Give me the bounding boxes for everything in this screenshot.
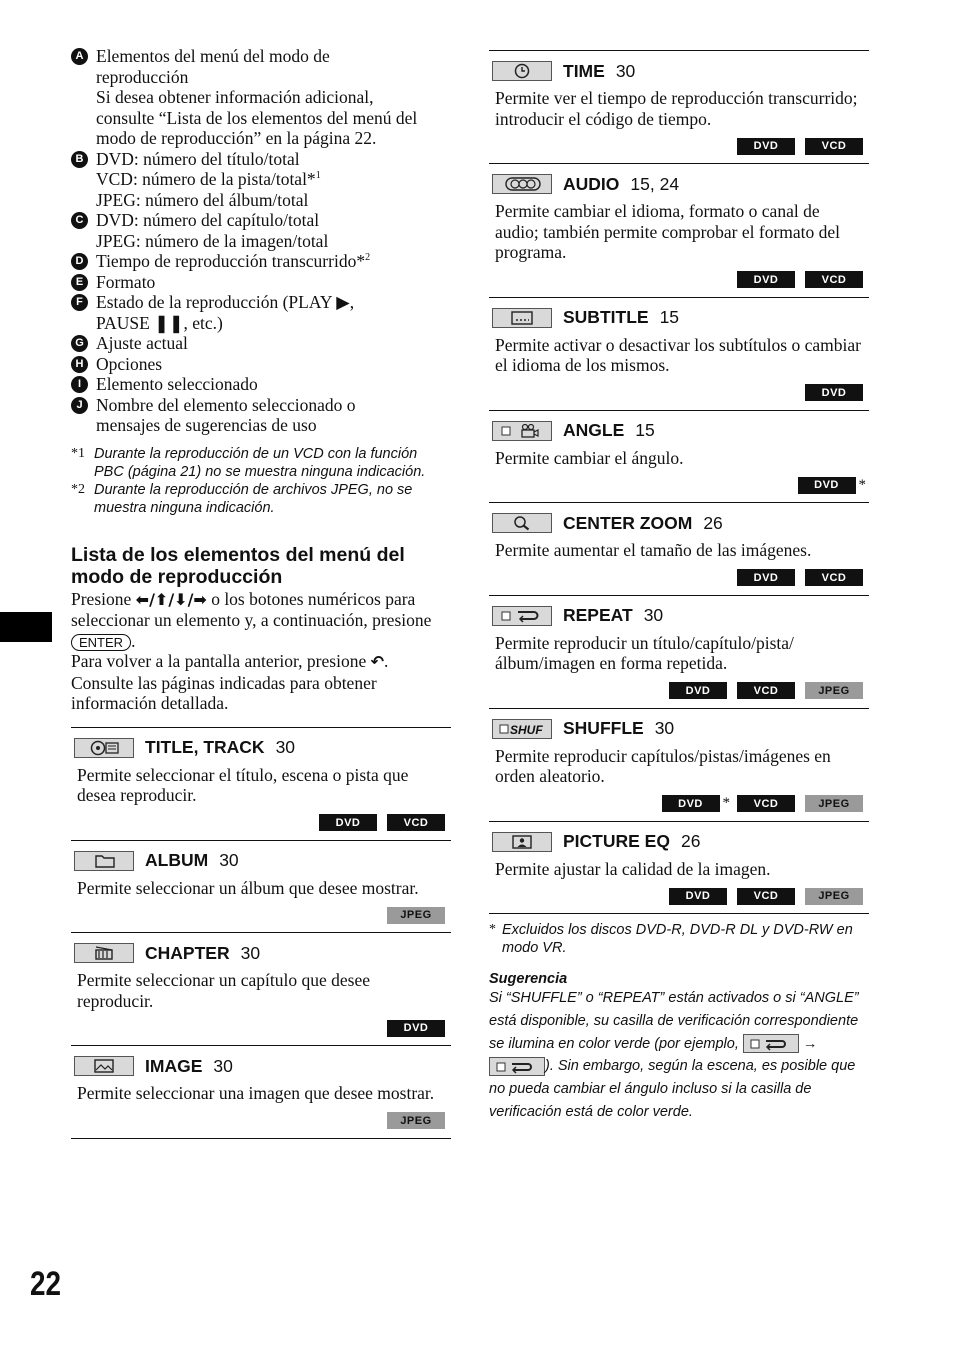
footnotes	[71, 445, 451, 517]
legend-text	[96, 333, 451, 354]
footnote	[71, 481, 451, 517]
repeat-checkbox-on-icon	[489, 1057, 545, 1076]
format-badges	[492, 794, 863, 814]
footnote-ref: *	[722, 795, 730, 811]
menu-item-description: Permite ver el tiempo de reproducción transcurrido; introducir el código de tiempo.	[495, 88, 858, 129]
legend-item	[71, 292, 451, 333]
legend-line: Tiempo de reproducción transcurrido*$^2$	[96, 251, 371, 271]
legend-line: Opciones	[96, 353, 163, 374]
menu-item-header	[492, 172, 863, 196]
left-column	[71, 46, 451, 1139]
format-badges	[74, 905, 445, 925]
menu-item-image	[71, 1046, 451, 1139]
legend-letter-g: G	[71, 335, 88, 352]
legend-line: JPEG: número del álbum/total	[96, 189, 309, 210]
chapter-icon	[74, 943, 134, 963]
format-badge-jpeg: JPEG	[387, 907, 445, 924]
menu-item-subtitle	[489, 298, 869, 411]
legend-line: Ajuste actual	[96, 333, 188, 353]
enter-key-label: ENTER	[71, 634, 131, 651]
legend-text	[96, 46, 451, 149]
menu-item-time	[489, 51, 869, 164]
menu-item-header	[74, 736, 445, 760]
format-badges	[74, 1018, 445, 1038]
format-badge-vcd: VCD	[805, 271, 863, 288]
legend-line: mensajes de sugerencias de uso	[96, 415, 317, 435]
section-intro: Presione ⬅/⬆/⬇/➡ o los botones numéricos para seleccionar un elemento y, a continuación, presione ENTER . Para volver a la pantalla anterior, presione ↶. Consulte las páginas indicadas para obtener información detallada.	[71, 588, 432, 713]
legend-text	[96, 395, 451, 436]
angle-icon	[492, 421, 552, 441]
format-badges	[492, 886, 863, 906]
right-column	[489, 50, 869, 1124]
time-icon	[492, 61, 552, 81]
format-badge-dvd: DVD	[798, 477, 856, 494]
legend-line: VCD: número de la pista/total*$^1$	[96, 169, 321, 189]
legend-item	[71, 210, 451, 251]
menu-item-page-ref: 30	[219, 850, 239, 870]
legend-line: Elemento seleccionado	[96, 374, 258, 394]
footnote	[71, 445, 451, 481]
menu-item-header	[492, 511, 863, 535]
center-zoom-icon	[492, 513, 552, 533]
tip-title: Sugerencia	[489, 971, 568, 987]
legend-line: PAUSE ❚❚, etc.)	[96, 312, 223, 333]
menu-item-description: Permite seleccionar una imagen que desee mostrar.	[77, 1083, 435, 1103]
legend-text	[96, 272, 451, 293]
legend-letter-f: F	[71, 294, 88, 311]
picture-eq-icon	[492, 832, 552, 852]
legend-letter-e: E	[71, 274, 88, 291]
menu-item-description: Permite cambiar el ángulo.	[495, 447, 684, 468]
footnote-mark: *2	[71, 481, 85, 497]
format-badge-vcd: VCD	[805, 138, 863, 155]
repeat-checkbox-off-icon	[743, 1034, 799, 1053]
menu-item-page-ref: 15, 24	[630, 173, 680, 194]
menu-item-name: TIME	[563, 60, 605, 81]
footnote-ref: *	[858, 476, 866, 493]
format-badge-jpeg: JPEG	[805, 888, 863, 905]
return-icon: ↶	[370, 652, 384, 671]
footnote-ref: 2	[365, 252, 371, 264]
menu-item-header	[492, 59, 863, 83]
menu-item-page-ref: 30	[240, 942, 261, 963]
legend-text	[96, 251, 451, 272]
menu-item-description: Permite ajustar la calidad de la imagen.	[495, 858, 771, 879]
repeat-icon	[492, 606, 552, 626]
menu-item-header	[492, 306, 863, 330]
format-badge-dvd: DVD	[805, 384, 863, 401]
menu-item-page-ref: 30	[615, 60, 636, 81]
menu-item-audio	[489, 164, 869, 298]
format-badge-dvd: DVD	[662, 795, 720, 812]
legend-line: Si desea obtener información adicional,	[96, 87, 374, 107]
menu-item-name: IMAGE	[145, 1055, 203, 1076]
legend-item	[71, 354, 451, 375]
menu-item-page-ref: 30	[213, 1055, 233, 1076]
legend-line: JPEG: número de la imagen/total	[96, 230, 329, 251]
legend-letter-j: J	[71, 397, 88, 414]
footnote-text: Durante la reproducción de un VCD con la función PBC (página 21) no se muestra ninguna indicación.	[94, 445, 426, 480]
menu-item-name: ALBUM	[145, 850, 209, 870]
legend-text	[96, 374, 451, 395]
legend-item	[71, 46, 451, 149]
menu-item-shuffle	[489, 709, 869, 822]
menu-item-header	[74, 941, 445, 965]
format-badge-dvd: DVD	[319, 814, 377, 831]
image-icon	[74, 1056, 134, 1076]
legend-item	[71, 395, 451, 436]
menu-item-chapter	[71, 933, 451, 1046]
legend-line: modo de reproducción” en la página 22.	[96, 128, 377, 148]
format-badge-vcd: VCD	[737, 795, 795, 812]
format-badge-dvd: DVD	[737, 271, 795, 288]
format-badges	[74, 1111, 445, 1131]
tip-text: Si “SHUFFLE” o “REPEAT” están activados o si “ANGLE” está disponible, su casilla de verificación correspondiente se ilumina en color verde (por ejemplo, → ). Sin embargo, según la escena, es posible que no pueda cambiar el ángulo incluso si la casilla de verificación está de color verde.	[489, 990, 859, 1120]
menu-item-name: ANGLE	[563, 420, 625, 440]
menu-item-header	[74, 849, 445, 873]
footnote-ref: 1	[315, 170, 321, 182]
format-badge-vcd: VCD	[387, 814, 445, 831]
legend-letter-a: A	[71, 48, 88, 65]
menu-item-header	[492, 419, 863, 443]
menu-item-name: TITLE, TRACK	[145, 737, 265, 757]
album-icon	[74, 851, 134, 871]
legend-letter-d: D	[71, 253, 88, 270]
format-badge-vcd: VCD	[805, 569, 863, 586]
menu-item-album	[71, 841, 451, 934]
menu-item-header	[492, 717, 863, 741]
legend-item	[71, 333, 451, 354]
menu-item-name: AUDIO	[563, 173, 620, 194]
format-badges	[74, 813, 445, 833]
menu-item-page-ref: 30	[643, 605, 664, 625]
menu-items-right	[489, 50, 869, 914]
right-footnote: * Excluidos los discos DVD-R, DVD-R DL y DVD-RW en modo VR.	[489, 922, 853, 956]
shuffle-icon-label: SHUF	[510, 722, 543, 737]
format-badges	[492, 136, 863, 156]
menu-item-name: CENTER ZOOM	[563, 512, 693, 533]
menu-item-page-ref: 26	[703, 512, 723, 533]
menu-item-description: Permite reproducir un título/capítulo/pista/ álbum/imagen en forma repetida.	[495, 632, 794, 673]
menu-item-page-ref: 30	[275, 737, 296, 757]
legend-text	[96, 210, 451, 251]
menu-item-angle	[489, 411, 869, 504]
menu-item-repeat	[489, 596, 869, 709]
footnote-text: Durante la reproducción de archivos JPEG, no se muestra ninguna indicación.	[94, 481, 413, 516]
menu-item-page-ref: 30	[654, 718, 675, 738]
format-badge-dvd: DVD	[387, 1020, 445, 1037]
menu-item-name: PICTURE EQ	[563, 831, 670, 851]
menu-item-title-track	[71, 728, 451, 841]
format-badge-dvd: DVD	[669, 682, 727, 699]
format-badge-dvd: DVD	[737, 569, 795, 586]
menu-item-description: Permite activar o desactivar los subtítulos o cambiar el idioma de los mismos.	[495, 334, 861, 375]
format-badges	[492, 475, 866, 495]
legend-letter-c: C	[71, 212, 88, 229]
menu-item-name: CHAPTER	[145, 942, 230, 963]
format-badge-jpeg: JPEG	[805, 795, 863, 812]
legend-line: Formato	[96, 271, 156, 292]
menu-item-name: REPEAT	[563, 605, 633, 625]
direction-arrows-icon: ⬅/⬆/⬇/➡	[135, 589, 207, 609]
audio-icon	[492, 174, 552, 194]
format-badges	[492, 383, 863, 403]
menu-item-description: Permite reproducir capítulos/pistas/imágenes en orden aleatorio.	[495, 745, 831, 786]
subtitle-icon	[492, 308, 552, 328]
legend-text	[96, 354, 451, 375]
legend-letter-b: B	[71, 151, 88, 168]
menu-item-picture-eq	[489, 822, 869, 915]
legend-line: Elementos del menú del modo de	[96, 46, 330, 66]
legend-line: consulte “Lista de los elementos del menú del	[96, 107, 418, 128]
legend-line: Nombre del elemento seleccionado o	[96, 394, 356, 415]
page-number: 22	[30, 1265, 62, 1303]
format-badge-jpeg: JPEG	[387, 1112, 445, 1129]
menu-item-page-ref: 15	[659, 307, 680, 327]
menu-item-header	[74, 1054, 445, 1078]
legend-text	[96, 149, 451, 211]
legend-line: Estado de la reproducción (PLAY ▶,	[96, 292, 355, 312]
format-badge-jpeg: JPEG	[805, 682, 863, 699]
menu-items-left	[71, 727, 451, 1139]
legend-text	[96, 292, 451, 333]
legend-line: DVD: número del título/total	[96, 148, 300, 169]
format-badges	[492, 270, 863, 290]
legend-line: DVD: número del capítulo/total	[96, 210, 320, 230]
legend-item	[71, 149, 451, 211]
format-badge-dvd: DVD	[669, 888, 727, 905]
section-title: Lista de los elementos del menú del modo de reproducción	[71, 543, 405, 588]
menu-item-page-ref: 26	[680, 831, 701, 851]
legend-letter-i: I	[71, 376, 88, 393]
menu-item-description: Permite cambiar el idioma, formato o canal de audio; también permite comprobar el formato del programa.	[495, 201, 841, 262]
menu-item-description: Permite aumentar el tamaño de las imágenes.	[495, 540, 812, 560]
title-track-icon	[74, 738, 134, 758]
menu-item-header	[492, 604, 863, 628]
legend-item	[71, 272, 451, 293]
legend-item	[71, 374, 451, 395]
menu-item-name: SHUFFLE	[563, 718, 644, 738]
format-badges	[492, 681, 863, 701]
format-badge-vcd: VCD	[737, 682, 795, 699]
format-badge-dvd: DVD	[737, 138, 795, 155]
menu-item-center-zoom	[489, 503, 869, 596]
format-badge-vcd: VCD	[737, 888, 795, 905]
menu-item-description: Permite seleccionar un capítulo que desee reproducir.	[77, 970, 371, 1011]
menu-item-name: SUBTITLE	[563, 307, 649, 327]
menu-item-description: Permite seleccionar el título, escena o pista que desea reproducir.	[77, 764, 409, 805]
menu-item-page-ref: 15	[635, 420, 655, 440]
menu-item-description: Permite seleccionar un álbum que desee mostrar.	[77, 877, 419, 898]
section-tab-marker	[0, 612, 52, 642]
menu-item-header	[492, 830, 863, 854]
footnote-mark: *1	[71, 445, 85, 461]
legend-line: reproducción	[96, 66, 189, 87]
shuffle-icon	[492, 719, 552, 739]
legend-list	[71, 46, 451, 436]
legend-item	[71, 251, 451, 272]
format-badges	[492, 568, 863, 588]
legend-letter-h: H	[71, 356, 88, 373]
